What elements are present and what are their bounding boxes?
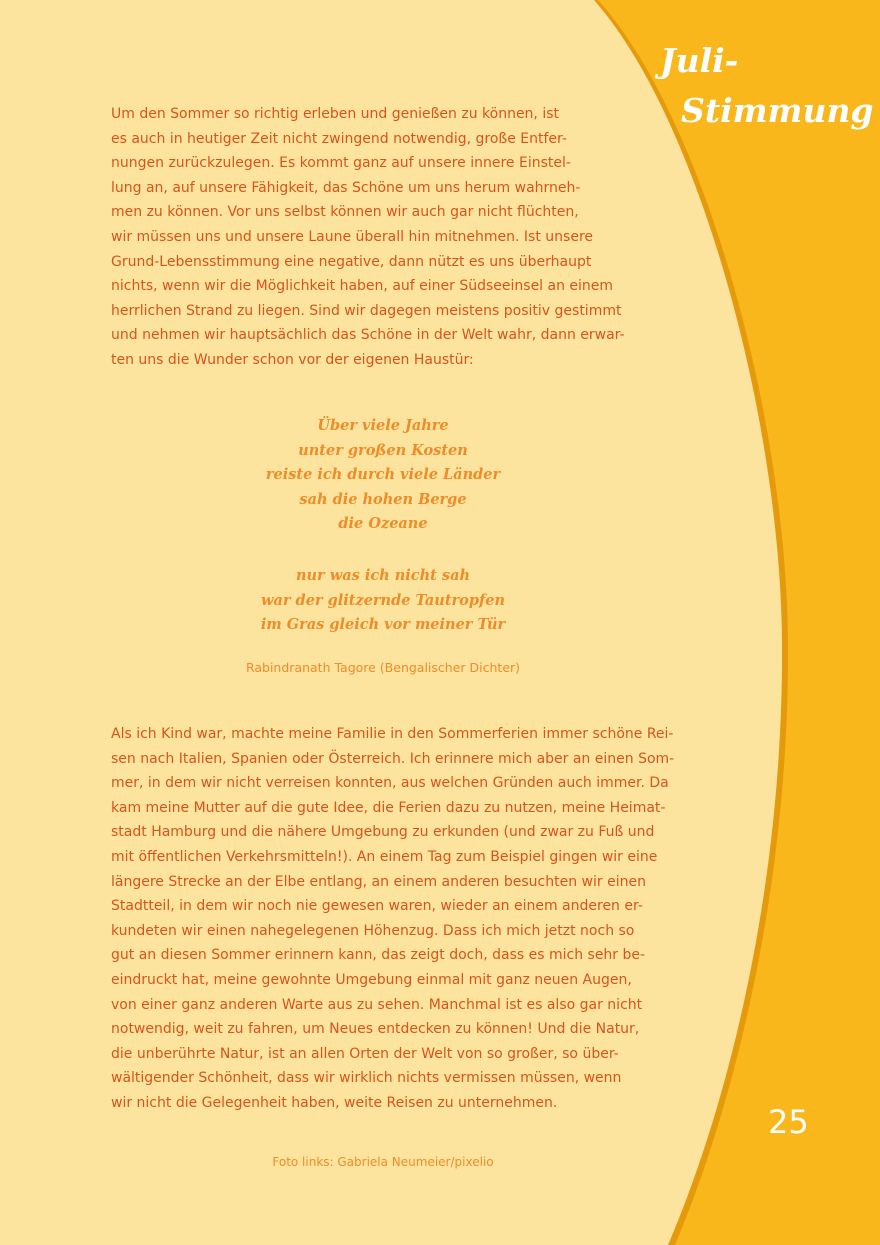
poem-line: nur was ich nicht sah: [295, 567, 471, 584]
poem-line: sah die hohen Berge: [299, 490, 467, 508]
page-title-line-1: Juli-: [660, 41, 739, 80]
text-line: es auch in heutiger Zeit nicht zwingend notwendig, große Entfer-: [111, 130, 567, 147]
poem-line: die Ozeane: [338, 515, 428, 533]
poem-line: war der glitzernde Tautropfen: [260, 591, 505, 609]
story-paragraph: [111, 722, 674, 1116]
text-line: notwendig, weit zu fahren, um Neues entdecken zu können! Und die Natur,: [111, 1021, 640, 1038]
text-line: kundeten wir einen nahegelegenen Höhenzug. Dass ich mich jetzt noch so: [111, 922, 635, 939]
text-line: die unberührte Natur, ist an allen Orten der Welt von so großer, so über-: [111, 1045, 619, 1062]
text-line: lung an, auf unsere Fähigkeit, das Schöne um uns herum wahrneh-: [111, 179, 581, 196]
text-line: mer, in dem wir nicht verreisen konnten, aus welchen Gründen auch immer. Da: [111, 775, 669, 792]
text-line: Als ich Kind war, machte meine Familie in den Sommerferien immer schöne Rei-: [111, 726, 674, 742]
poem-line: unter großen Kosten: [298, 441, 468, 459]
text-line: Stadtteil, in dem wir noch nie gewesen waren, wieder an einem anderen er-: [111, 898, 643, 915]
text-line: gut an diesen Sommer erinnern kann, das zeigt doch, dass es mich sehr be-: [111, 947, 646, 964]
text-line: kam meine Mutter auf die gute Idee, die Ferien dazu zu nutzen, meine Heimat-: [111, 799, 666, 816]
text-line: nichts, wenn wir die Möglichkeit haben, auf einer Südseeinsel an einem: [111, 278, 614, 295]
text-line: längere Strecke an der Elbe entlang, an einem anderen besuchten wir einen: [111, 873, 646, 890]
poem-stanza-1: [200, 414, 566, 537]
text-line: men zu können. Vor uns selbst können wir auch gar nicht flüchten,: [111, 204, 579, 221]
text-line: Grund-Lebensstimmung eine negative, dann nützt es uns überhaupt: [111, 253, 592, 270]
text-line: herrlichen Strand zu liegen. Sind wir dagegen meistens positiv gestimmt: [111, 302, 622, 319]
text-line: ten uns die Wunder schon vor der eigenen Haustür:: [111, 351, 474, 368]
text-line: wältigender Schönheit, dass wir wirklich nichts vermissen müssen, wenn: [111, 1070, 622, 1087]
poem-attribution: Rabindranath Tagore (Bengalischer Dichter): [245, 660, 521, 675]
text-line: eindruckt hat, meine gewohnte Umgebung einmal mit ganz neuen Augen,: [111, 971, 632, 988]
text-line: wir nicht die Gelegenheit haben, weite Reisen zu unternehmen.: [111, 1094, 558, 1111]
text-line: stadt Hamburg und die nähere Umgebung zu erkunden (und zwar zu Fuß und: [111, 824, 655, 841]
text-line: wir müssen uns und unsere Laune überall hin mitnehmen. Ist unsere: [111, 228, 594, 245]
page-title-line-2: Stimmung: [681, 91, 874, 130]
text-line: Um den Sommer so richtig erleben und genießen zu können, ist: [111, 106, 560, 122]
text-line: mit öffentlichen Verkehrsmitteln!). An einem Tag zum Beispiel gingen wir eine: [111, 848, 658, 865]
text-line: von einer ganz anderen Warte aus zu sehen. Manchmal ist es also gar nicht: [111, 996, 643, 1013]
poem-stanza-2: [200, 564, 566, 638]
text-line: und nehmen wir hauptsächlich das Schöne in der Welt wahr, dann erwar-: [111, 327, 625, 344]
poem-line: im Gras gleich vor meiner Tür: [260, 616, 506, 634]
page-number: 25: [768, 1103, 809, 1141]
poem-line: reiste ich durch viele Länder: [265, 466, 501, 484]
text-line: sen nach Italien, Spanien oder Österreich. Ich erinnere mich aber an einen Som-: [111, 750, 675, 767]
text-line: nungen zurückzulegen. Es kommt ganz auf unsere innere Einstel-: [111, 155, 571, 172]
intro-paragraph: [111, 102, 625, 373]
photo-credit: Foto links: Gabriela Neumeier/pixelio: [272, 1155, 494, 1169]
poem-line: Über viele Jahre: [317, 417, 449, 434]
